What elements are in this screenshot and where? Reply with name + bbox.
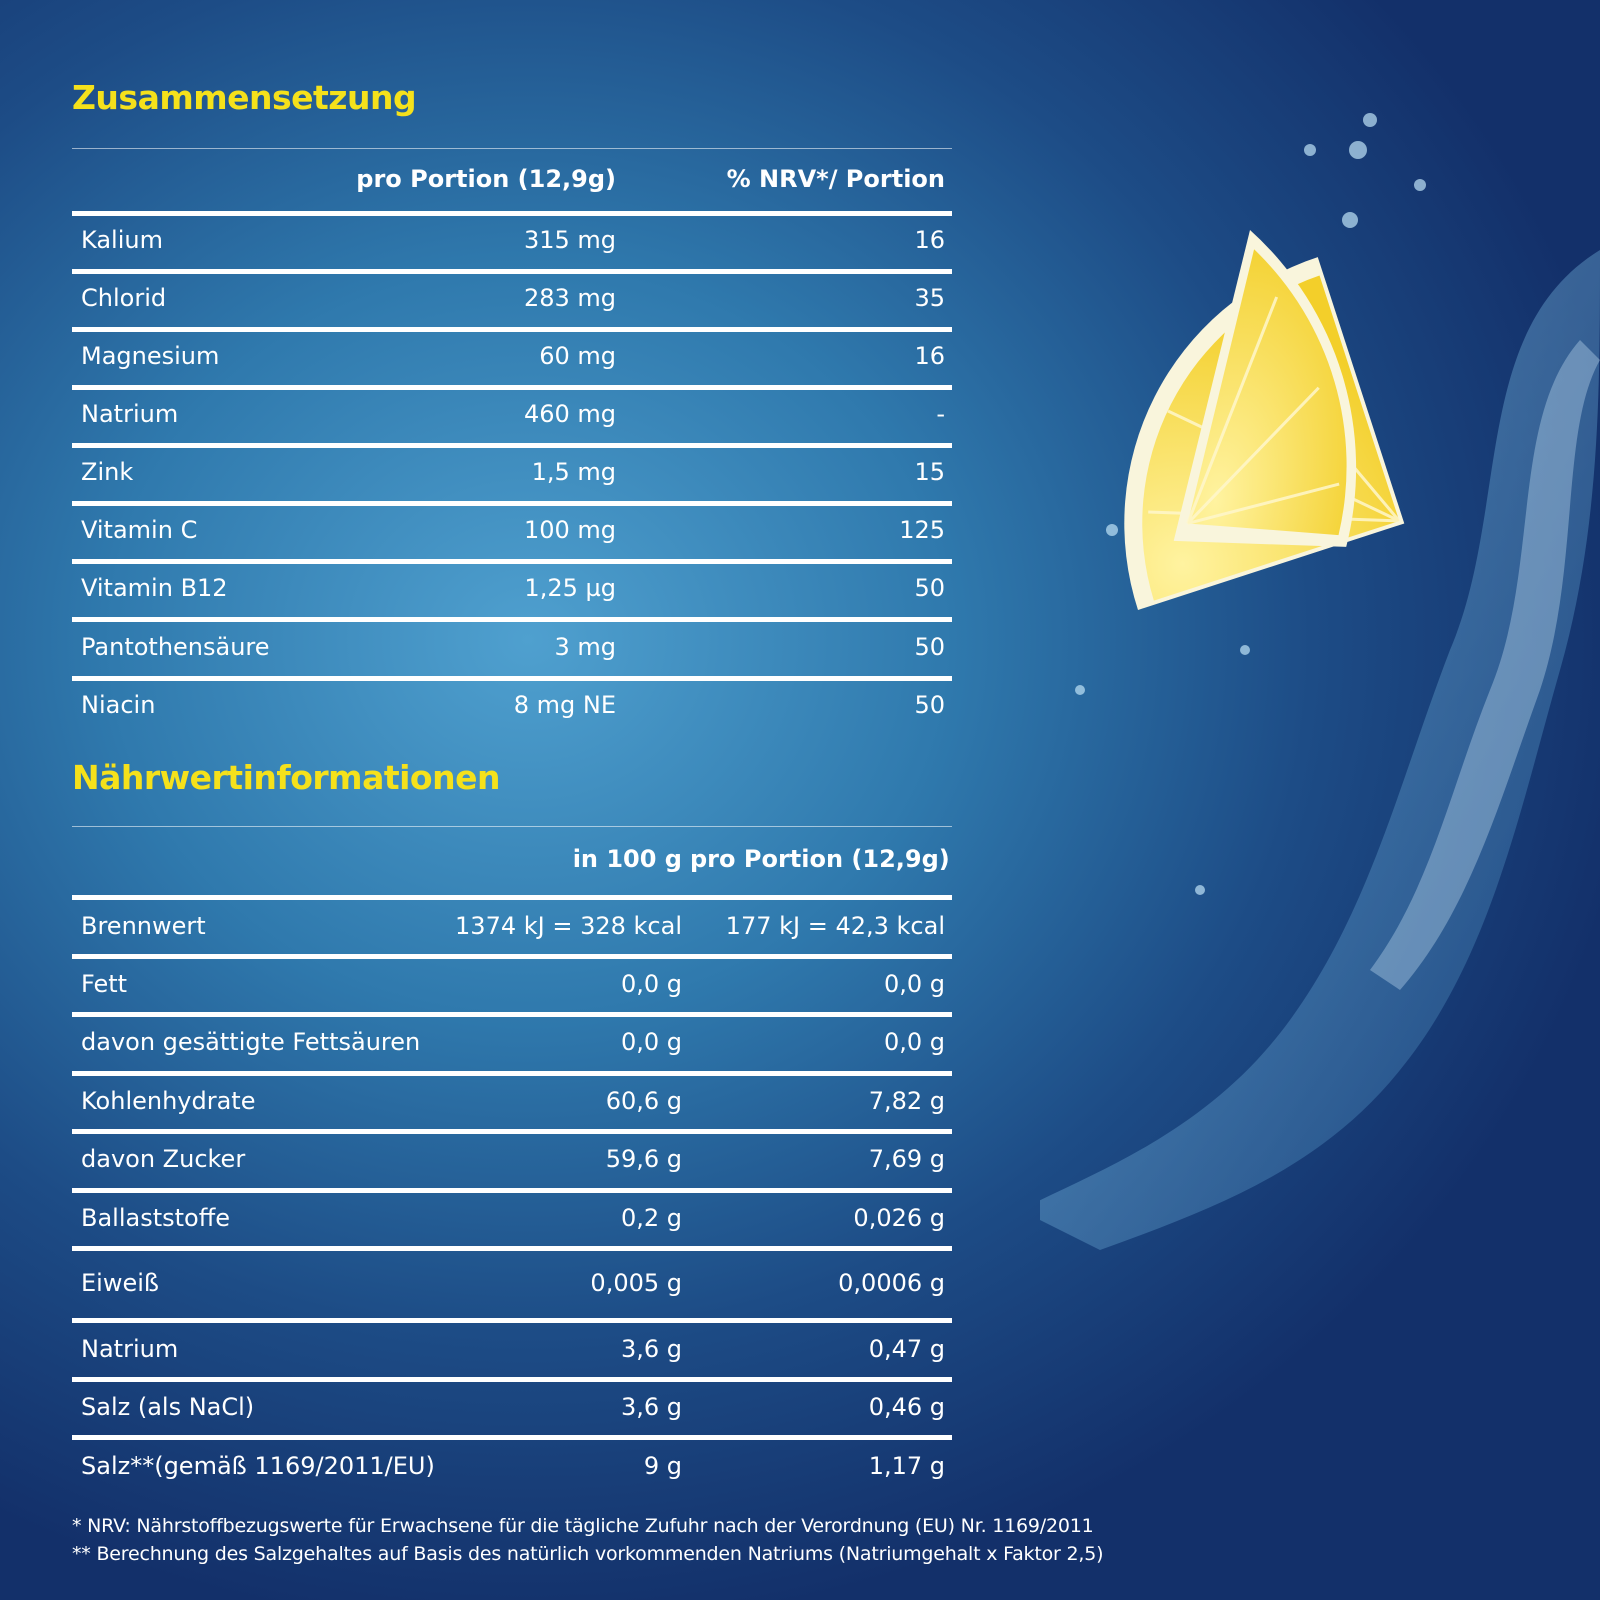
row-divider	[72, 269, 952, 274]
row-portion-value: 0,0 g	[883, 1028, 945, 1056]
row-divider	[72, 617, 952, 622]
row-portion-value: 8 mg NE	[513, 691, 616, 719]
row-divider	[72, 385, 952, 390]
row-label: davon Zucker	[81, 1145, 246, 1173]
row-divider	[72, 1012, 952, 1017]
row-label: Salz**(gemäß 1169/2011/EU)	[81, 1452, 435, 1480]
row-label: Kohlenhydrate	[81, 1087, 256, 1115]
row-divider	[72, 443, 952, 448]
row-per100-value: 0,0 g	[620, 970, 682, 998]
row-portion-value: 3 mg	[554, 633, 616, 661]
row-portion-value: 0,026 g	[853, 1204, 945, 1232]
row-label: Chlorid	[81, 284, 167, 312]
row-label: davon gesättigte Fettsäuren	[81, 1028, 421, 1056]
row-divider	[72, 954, 952, 959]
row-nrv-value: 15	[914, 458, 945, 486]
composition-title: Zusammensetzung	[72, 78, 417, 117]
row-label: Natrium	[81, 1335, 179, 1363]
row-portion-value: 0,0006 g	[838, 1269, 945, 1297]
row-nrv-value: 16	[914, 342, 945, 370]
row-label: Eiweiß	[81, 1269, 160, 1297]
row-label: Pantothensäure	[81, 633, 270, 661]
row-label: Brennwert	[81, 912, 206, 940]
row-nrv-value: -	[936, 400, 945, 428]
row-divider	[72, 1188, 952, 1193]
row-label: Niacin	[81, 691, 156, 719]
row-label: Kalium	[81, 226, 163, 254]
row-portion-value: 460 mg	[523, 400, 616, 428]
row-portion-value: 1,5 mg	[531, 458, 616, 486]
nutrition-col-100g-header: in 100 g	[572, 845, 682, 873]
composition-col-portion-header: pro Portion (12,9g)	[356, 165, 616, 193]
composition-top-divider	[72, 148, 952, 149]
footnote-nrv: * NRV: Nährstoffbezugswerte für Erwachsene für die tägliche Zufuhr nach der Verordnung (EU) Nr. 1169/2011	[72, 1515, 1094, 1537]
row-portion-value: 283 mg	[523, 284, 616, 312]
row-nrv-value: 35	[914, 284, 945, 312]
row-portion-value: 1,25 µg	[524, 574, 616, 602]
row-label: Ballaststoffe	[81, 1204, 231, 1232]
composition-col-nrv-header: % NRV*/ Portion	[726, 165, 945, 193]
row-nrv-value: 50	[914, 574, 945, 602]
footnote-salt: ** Berechnung des Salzgehaltes auf Basis des natürlich vorkommenden Natriums (Natriumgehalt x Faktor 2,5)	[72, 1543, 1104, 1565]
row-nrv-value: 125	[899, 516, 945, 544]
row-nrv-value: 50	[914, 633, 945, 661]
row-per100-value: 9 g	[643, 1452, 682, 1480]
nutrition-header-divider	[72, 895, 952, 900]
row-per100-value: 59,6 g	[605, 1145, 682, 1173]
row-label: Salz (als NaCl)	[81, 1393, 255, 1421]
row-portion-value: 1,17 g	[868, 1452, 945, 1480]
row-label: Fett	[81, 970, 128, 998]
row-label: Magnesium	[81, 342, 220, 370]
row-portion-value: 177 kJ = 42,3 kcal	[725, 912, 945, 940]
row-per100-value: 1374 kJ = 328 kcal	[455, 912, 682, 940]
nutrition-col-portion-header: pro Portion (12,9g)	[690, 845, 950, 873]
row-per100-value: 0,005 g	[590, 1269, 682, 1297]
row-divider	[72, 1071, 952, 1076]
row-label: Natrium	[81, 400, 179, 428]
row-divider	[72, 501, 952, 506]
row-per100-value: 3,6 g	[620, 1335, 682, 1363]
row-per100-value: 3,6 g	[620, 1393, 682, 1421]
lemon-splash-image	[1040, 90, 1600, 1390]
row-divider	[72, 559, 952, 564]
row-divider	[72, 1377, 952, 1382]
row-divider	[72, 1318, 952, 1323]
row-portion-value: 7,69 g	[868, 1145, 945, 1173]
row-portion-value: 0,0 g	[883, 970, 945, 998]
row-label: Vitamin C	[81, 516, 198, 544]
row-portion-value: 0,46 g	[868, 1393, 945, 1421]
row-portion-value: 7,82 g	[868, 1087, 945, 1115]
row-per100-value: 60,6 g	[605, 1087, 682, 1115]
row-label: Vitamin B12	[81, 574, 228, 602]
row-per100-value: 0,0 g	[620, 1028, 682, 1056]
row-portion-value: 100 mg	[523, 516, 616, 544]
row-portion-value: 315 mg	[523, 226, 616, 254]
row-label: Zink	[81, 458, 134, 486]
row-divider	[72, 1246, 952, 1251]
row-nrv-value: 50	[914, 691, 945, 719]
nutrition-title: Nährwertinformationen	[72, 758, 500, 797]
row-divider	[72, 1435, 952, 1440]
row-portion-value: 60 mg	[539, 342, 616, 370]
row-portion-value: 0,47 g	[868, 1335, 945, 1363]
composition-header-divider	[72, 211, 952, 216]
row-divider	[72, 1129, 952, 1134]
row-divider	[72, 327, 952, 332]
nutrition-top-divider	[72, 826, 952, 827]
row-nrv-value: 16	[914, 226, 945, 254]
row-per100-value: 0,2 g	[620, 1204, 682, 1232]
row-divider	[72, 676, 952, 681]
